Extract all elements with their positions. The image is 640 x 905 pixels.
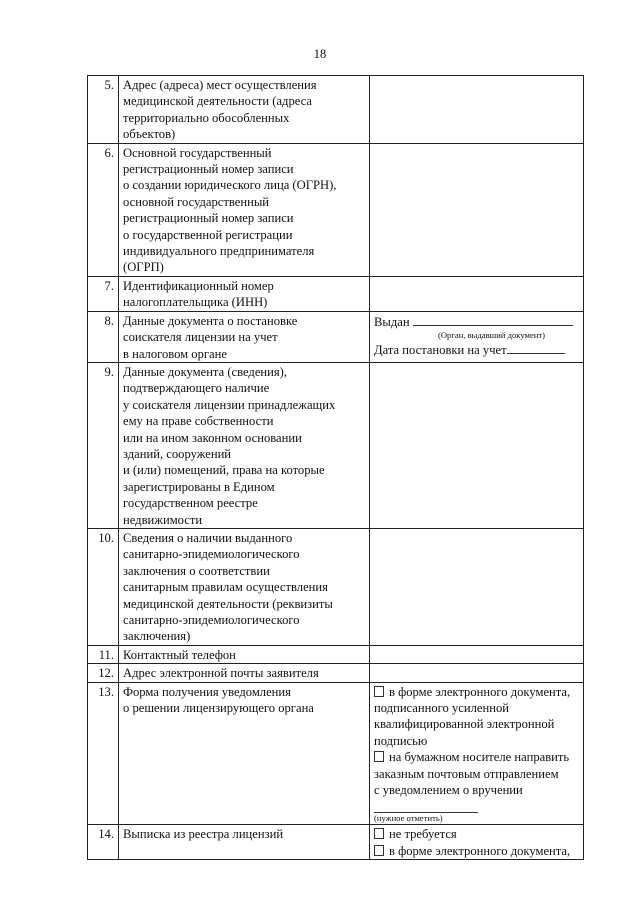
row-label-line: (ОГРП) — [123, 260, 164, 275]
row-label-line: Выписка из реестра лицензий — [123, 827, 284, 842]
row-value[interactable] — [370, 825, 584, 860]
electronic-option-line: в форме электронного документа, — [389, 684, 571, 699]
row-label-line: медицинской деятельности (реквизиты — [123, 596, 333, 611]
row-number: 10. — [88, 528, 119, 645]
table-row — [88, 682, 584, 825]
selection-note: (нужное отметить) — [374, 813, 443, 824]
row-label-line: заключения) — [123, 629, 191, 644]
row-value[interactable] — [370, 528, 584, 645]
row-label-line: Данные документа о постановке — [123, 313, 298, 328]
row-label-line: санитарно-эпидемиологического — [123, 613, 300, 627]
row-label-line: о решении лицензирующего органа — [123, 701, 314, 716]
row-label — [119, 682, 370, 825]
row-number: 5. — [88, 76, 119, 144]
paper-option[interactable] — [374, 749, 579, 765]
checkbox-icon[interactable] — [374, 845, 384, 856]
row-number: 12. — [88, 664, 119, 682]
not-required-label: не требуется — [389, 827, 457, 842]
issued-line — [374, 313, 579, 330]
registration-date-fill-line[interactable] — [507, 341, 565, 354]
row-label-line: Основной государственный — [123, 145, 272, 160]
row-value[interactable] — [370, 645, 584, 663]
row-label-line: в налоговом органе — [123, 346, 227, 361]
table-row — [88, 664, 584, 682]
row-label-line: регистрационный номер записи — [123, 211, 294, 226]
row-number: 8. — [88, 311, 119, 362]
issued-caption: (Орган, выдавший документ) — [437, 330, 545, 341]
table-row — [88, 528, 584, 645]
row-label-line: налогоплательщика (ИНН) — [123, 295, 268, 310]
table-row — [88, 143, 584, 276]
row-label-line: заключения о соответствии — [123, 563, 270, 578]
license-application-table — [87, 75, 584, 860]
paper-option-line: на бумажном носителе направить — [389, 750, 570, 765]
row-label-line: регистрационный номер записи — [123, 162, 294, 177]
row-value[interactable] — [370, 682, 584, 825]
paper-option-line: с уведомлением о вручении — [374, 783, 523, 798]
registration-date-label: Дата постановки на учет — [374, 343, 507, 358]
checkbox-icon[interactable] — [374, 686, 384, 697]
registration-date-line — [374, 341, 579, 358]
row-label-line: объектов) — [123, 127, 176, 142]
row-label-line: о создании юридического лица (ОГРН), — [123, 178, 337, 193]
issued-fill-line[interactable] — [413, 313, 573, 326]
row-number: 9. — [88, 362, 119, 528]
row-label-line: основной государственный — [123, 194, 270, 209]
row-value[interactable] — [370, 362, 584, 528]
row-label-line: ему на праве собственности — [123, 414, 274, 429]
row-number: 7. — [88, 276, 119, 311]
electronic-option-line: квалифицированной электронной — [374, 717, 555, 732]
row-label — [119, 528, 370, 645]
table-row — [88, 645, 584, 663]
electronic-option-line: подписью — [374, 733, 428, 748]
row-label-line: санитарно-эпидемиологического — [123, 547, 300, 562]
electronic-option-line: подписанного усиленной — [374, 701, 509, 716]
row-label-line: Форма получения уведомления — [123, 684, 291, 699]
row-value[interactable] — [370, 664, 584, 682]
row-label-line: санитарным правилам осуществления — [123, 580, 328, 595]
row-value[interactable] — [370, 311, 584, 362]
table-row — [88, 276, 584, 311]
table-row — [88, 311, 584, 362]
row-label-line: Контактный телефон — [123, 647, 236, 662]
row-label-line: подтверждающего наличие — [123, 381, 270, 396]
issued-label: Выдан — [374, 314, 410, 329]
row-number: 14. — [88, 825, 119, 860]
row-label — [119, 311, 370, 362]
row-label — [119, 362, 370, 528]
row-label — [119, 825, 370, 860]
row-label-line: территориально обособленных — [123, 110, 290, 125]
table-row — [88, 76, 584, 144]
row-label-line: соискателя лицензии на учет — [123, 330, 278, 345]
row-value[interactable] — [370, 76, 584, 144]
checkbox-icon[interactable] — [374, 751, 384, 762]
page-number: 18 — [313, 47, 327, 61]
row-label-line: у соискателя лицензии принадлежащих — [123, 397, 336, 412]
selection-line — [374, 802, 478, 813]
row-label-line: о государственной регистрации — [123, 227, 293, 242]
row-label — [119, 645, 370, 663]
row-label-line: Адрес (адреса) мест осуществления — [123, 78, 317, 92]
electronic-extract-option[interactable] — [374, 843, 579, 859]
row-label-line: Сведения о наличии выданного — [123, 530, 293, 545]
row-label-line: зарегистрированы в Едином — [123, 479, 275, 494]
row-value[interactable] — [370, 276, 584, 311]
row-label-line: государственном реестре — [123, 496, 258, 511]
row-label-line: недвижимости — [123, 512, 203, 527]
row-label — [119, 276, 370, 311]
table-row — [88, 362, 584, 528]
paper-option-line: заказным почтовым отправлением — [374, 766, 559, 781]
row-label-line: зданий, сооружений — [123, 446, 232, 461]
row-label-line: и (или) помещений, права на которые — [123, 463, 325, 478]
checkbox-icon[interactable] — [374, 828, 384, 839]
electronic-extract-label: в форме электронного документа, — [389, 843, 571, 858]
row-label-line: медицинской деятельности (адреса — [123, 94, 312, 109]
row-label-line: Данные документа (сведения), — [123, 364, 288, 379]
electronic-option[interactable] — [374, 684, 579, 700]
table-row — [88, 825, 584, 860]
row-value[interactable] — [370, 143, 584, 276]
row-label-line: Идентификационный номер — [123, 278, 274, 293]
row-label — [119, 76, 370, 144]
row-label — [119, 143, 370, 276]
not-required-option[interactable] — [374, 826, 579, 842]
row-number: 11. — [88, 645, 119, 663]
row-label — [119, 664, 370, 682]
row-label-line: Адрес электронной почты заявителя — [123, 666, 319, 681]
row-label-line: или на ином законном основании — [123, 430, 302, 445]
row-number: 6. — [88, 143, 119, 276]
row-label-line: индивидуального предпринимателя — [123, 244, 315, 259]
row-number: 13. — [88, 682, 119, 825]
